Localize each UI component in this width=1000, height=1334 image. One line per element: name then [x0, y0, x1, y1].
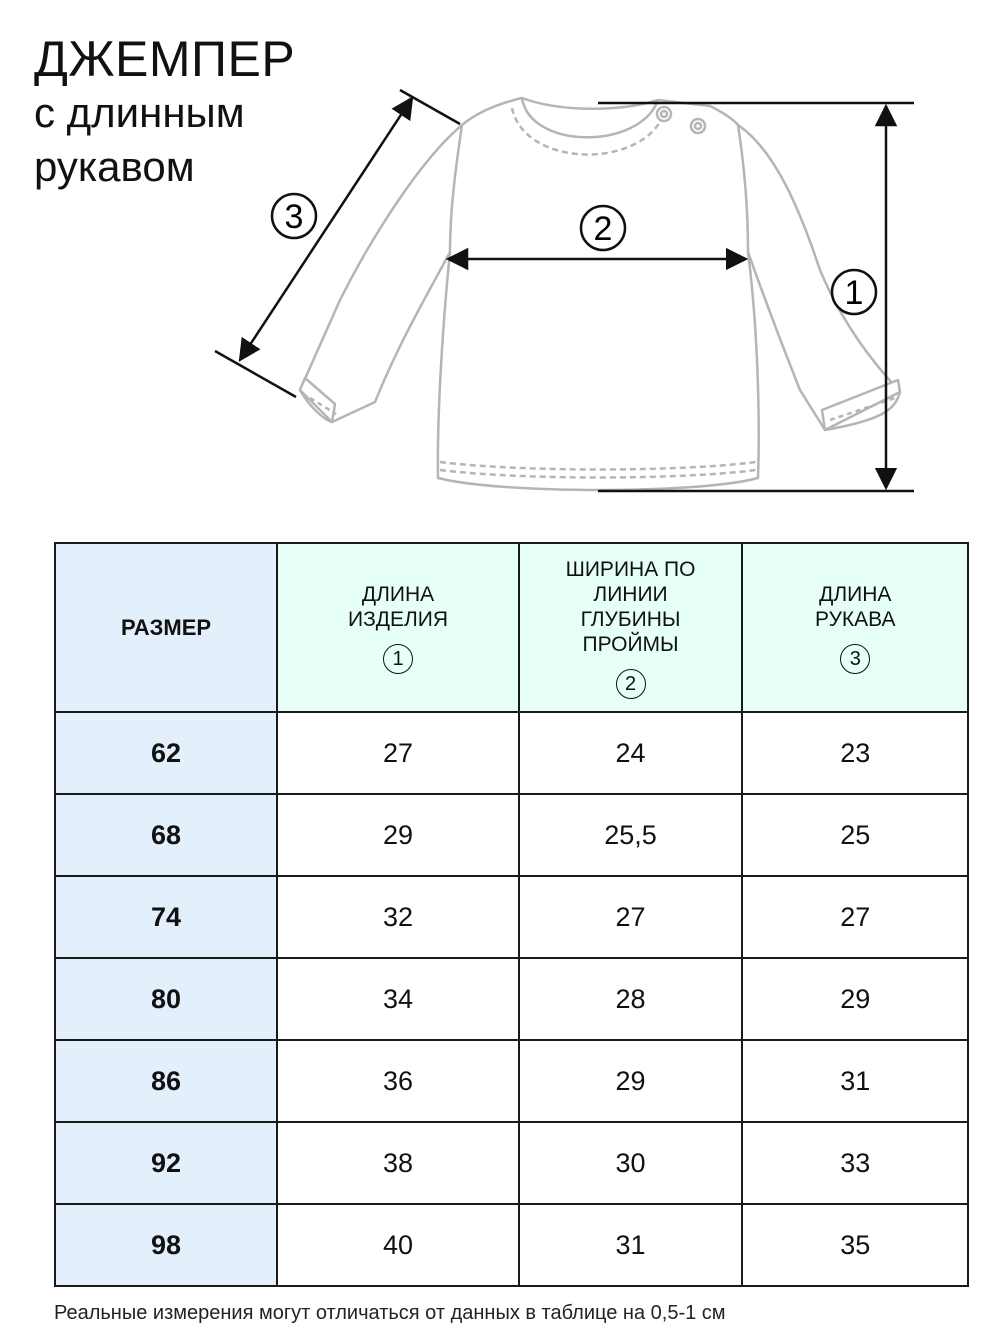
cell-width: 31: [519, 1204, 742, 1286]
header-width: ШИРИНА ПО ЛИНИИ ГЛУБИНЫ ПРОЙМЫ 2: [519, 543, 742, 712]
table-row: [55, 794, 968, 876]
table-row: [55, 876, 968, 958]
cell-sleeve: 31: [742, 1040, 968, 1122]
table-row: [55, 1204, 968, 1286]
cell-length: 27: [277, 712, 519, 794]
cell-size: 80: [55, 958, 277, 1040]
cell-sleeve: 27: [742, 876, 968, 958]
cell-width: 27: [519, 876, 742, 958]
cell-length: 38: [277, 1122, 519, 1204]
cell-length: 40: [277, 1204, 519, 1286]
cell-size: 98: [55, 1204, 277, 1286]
table-row: [55, 712, 968, 794]
cell-size: 92: [55, 1122, 277, 1204]
product-subtitle-line2: рукавом: [34, 143, 195, 190]
footnote: Реальные измерения могут отличаться от данных в таблице на 0,5-1 см: [54, 1302, 726, 1324]
cell-length: 32: [277, 876, 519, 958]
cell-width: 29: [519, 1040, 742, 1122]
cell-sleeve: 33: [742, 1122, 968, 1204]
cell-sleeve: 35: [742, 1204, 968, 1286]
cell-width: 28: [519, 958, 742, 1040]
table-header-row: [55, 543, 968, 712]
header-size: РАЗМЕР: [55, 543, 277, 712]
jumper-illustration: [300, 98, 900, 490]
cell-sleeve: 25: [742, 794, 968, 876]
product-subtitle-line1: с длинным: [34, 89, 245, 136]
marker-3-label: 3: [284, 198, 304, 236]
garment-diagram: [0, 0, 1000, 520]
marker-3-badge: 3: [840, 644, 870, 674]
marker-2-label: 2: [593, 210, 613, 248]
marker-2-badge: 2: [616, 669, 646, 699]
jumper-body: [438, 98, 759, 490]
marker-1-label: 1: [844, 274, 864, 312]
cell-width: 25,5: [519, 794, 742, 876]
cell-length: 34: [277, 958, 519, 1040]
left-sleeve: [300, 125, 462, 422]
product-title: ДЖЕМПЕР: [34, 31, 296, 87]
table-row: [55, 1040, 968, 1122]
cell-width: 24: [519, 712, 742, 794]
cell-length: 36: [277, 1040, 519, 1122]
cell-length: 29: [277, 794, 519, 876]
right-sleeve: [738, 125, 900, 430]
cell-size: 68: [55, 794, 277, 876]
cell-size: 86: [55, 1040, 277, 1122]
table-row: [55, 1122, 968, 1204]
header-length: ДЛИНА ИЗДЕЛИЯ 1: [277, 543, 519, 712]
cell-sleeve: 29: [742, 958, 968, 1040]
cell-sleeve: 23: [742, 712, 968, 794]
table-row: [55, 958, 968, 1040]
cell-size: 62: [55, 712, 277, 794]
marker-1-badge: 1: [383, 644, 413, 674]
cell-size: 74: [55, 876, 277, 958]
cell-width: 30: [519, 1122, 742, 1204]
size-table: [54, 542, 969, 1287]
header-sleeve: ДЛИНА РУКАВА 3: [742, 543, 968, 712]
